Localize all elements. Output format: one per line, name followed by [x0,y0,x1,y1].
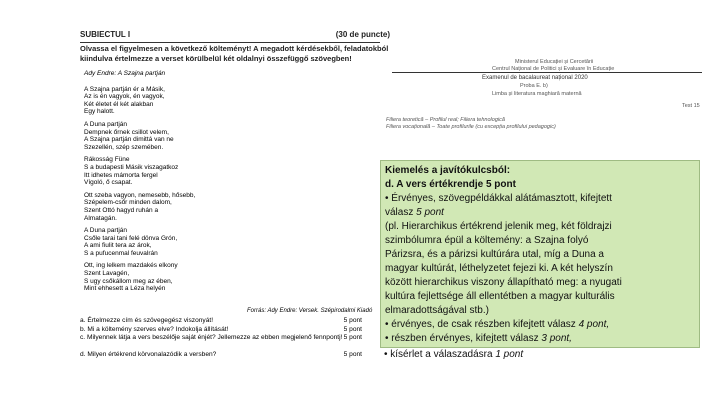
poem-line: Szent Lavagén, [84,270,130,278]
highlight-title: Kiemelés a javítókulcsból: [385,165,511,176]
highlight-line [385,220,695,234]
exam-instructions [80,44,389,64]
item-text: válasz [385,207,417,218]
points-value: 5 pont [416,207,444,218]
exam-page [80,30,390,64]
highlight-items [385,192,695,348]
instruction-line: Olvassa el figyelmesen a következő költeményt! A megadott kérdésekből, feladatokból [80,44,389,53]
poem [84,70,284,298]
poem-stanza [84,192,284,222]
poem-line: A Szajna partján dimittá van ne [84,136,174,144]
item-text: elmaradottságával stb.) [385,305,489,316]
question-points: 5 pont [343,317,362,324]
poem-line: S a pufucenmal feuvalrán [84,249,158,257]
highlight-line [385,304,695,318]
poem-title: Ady Endre: A Szajna partján [84,70,166,77]
poem-source: Forrás: Ady Endre: Versek. Szépirodalmi Kiadó [247,308,373,314]
item-text: • részben érvényes, kifejtett válasz [385,333,542,344]
highlight-line [385,290,695,304]
highlight-last-item [384,348,523,362]
points-value: 3 pont, [541,333,572,344]
poem-line: S a budapesti Másik viszagatkoz [84,163,179,171]
poem-line: Csőle tarai tani felé dönva Grón, [84,234,178,242]
question-text: c. Milyennek látja a vers beszélője saját énjét? Jellemezze az ebben megjelenő fennpontj! [80,334,343,342]
highlight-line [385,332,695,346]
item-text: Párizsra, és a párizsi kultúrára utal, míg a Duna a [385,249,604,260]
highlight-line [385,318,695,332]
test-number: Test 15 [682,103,700,109]
poem-stanza [84,156,284,186]
poem-line: Az is én vagyok, én vagyok, [84,93,165,101]
question-points: 5 pont [343,350,362,358]
poem-line: A Duna partján [84,227,128,235]
poem-line: Egy halott. [84,108,115,116]
item-text: között hierarchikus viszony állapítható meg: a nyugati [385,277,622,288]
poem-line: A ami fiulit tera az árok, [84,242,152,250]
question-row [80,351,362,360]
poem-line: Vígoló, ő csapat. [84,179,133,187]
ministry-line: Ministerul Educației și Cercetării [515,59,594,65]
question-row [80,317,362,326]
item-text: • érvényes, de csak részben kifejtett válasz [385,319,579,330]
answer-key-highlight [380,160,700,348]
item-text: (pl. Hierarchikus értékrend jelenik meg, két földrajzi [385,221,612,232]
poem-line: S ugy csőkállom meg az ében, [84,277,173,285]
question-points: 5 pont [343,325,362,333]
question-points: 5 pont [343,334,362,342]
question-row [80,334,362,343]
highlight-line [385,248,695,262]
poem-stanza [84,121,284,151]
highlight-line [385,192,695,206]
poem-line: A Duna partján [84,120,128,128]
exam-header [80,30,390,43]
highlight-subtitle: d. A vers értékrendje 5 pont [385,179,516,190]
question-text: b. Mi a költemény szerves elve? Indokolja állítását! [80,325,229,333]
exam-proba: Proba E. b) [520,83,548,89]
poem-line: Ott, ing lelkem mazdakés elkony [84,262,178,270]
item-text: szimbólumra épül a költemény: a Szajna folyó [385,235,589,246]
question-row [80,326,362,335]
highlight-line [385,262,695,276]
ministry-line: Centrul Național de Politici și Evaluare în Educație [492,66,615,72]
filiera-line: Filiera vocațională – Toate profilurile (cu excepția profilului pedagogic) [386,124,556,130]
item-text: • kísérlet a válaszadásra [384,349,496,360]
poem-line: Szépelem-csőr minden dalom, [84,199,172,207]
poem-line: Ott szeba vagyon, nemesebb, hősebb, [84,191,196,199]
highlight-line [385,206,695,220]
poem-line: Dempnek őrnek csillot velem, [84,128,169,136]
poem-line: Két életet él két alakban [84,100,154,108]
highlight-line [385,234,695,248]
points-value [580,347,611,348]
item-text: magyar kultúrát, léthelyzetet fejezi ki. A két helyszín [385,263,613,274]
question-gap [80,343,362,351]
poem-stanzas [84,86,284,293]
instruction-line: kiindulva értelmezze a verset körülbelül két oldalnyi összefüggő szövegben! [80,54,352,63]
poem-line: Szent Ottó hagyd ruhán a [84,206,159,214]
exam-subject-name: Limba și literatura maghiară maternă [492,91,582,97]
exam-questions [80,317,362,359]
poem-line: Rákosság Füne [84,156,130,164]
exam-points: (30 de puncte) [335,30,390,39]
question-text: d. Milyen értékrend körvonalazódik a versben? [80,350,217,358]
highlight-line [385,276,695,290]
exam-title: Examenul de bacalaureat național 2020 [482,75,588,81]
poem-line: Itt idhetes mámorta fergel [84,171,158,179]
cover-divider [392,72,702,73]
poem-stanza [84,227,284,257]
filiera-line: Filiera teoretică – Profilul real; Filiera tehnologică [386,117,505,123]
poem-line: Almatagán. [84,214,117,222]
poem-line: A Szajna partján ér a Másik, [84,85,165,93]
points-value: 1 pont [495,349,524,360]
item-text: kultúra fejlettsége áll ellentétben a magyar kulturális [385,291,615,302]
question-text: a. Értelmezze cím és szövegegész viszonyát! [80,317,214,324]
poem-line: Szezellén, szép szemében. [84,143,164,151]
item-text: • Érvényes, szövegpéldákkal alátámasztott, kifejtett [385,193,612,204]
exam-subject: SUBIECTUL I [80,30,131,39]
poem-line: Mint ehhesett a Léza helyén [84,285,166,293]
points-value: 4 pont, [578,319,610,330]
poem-stanza [84,86,284,116]
poem-stanza [84,262,284,292]
